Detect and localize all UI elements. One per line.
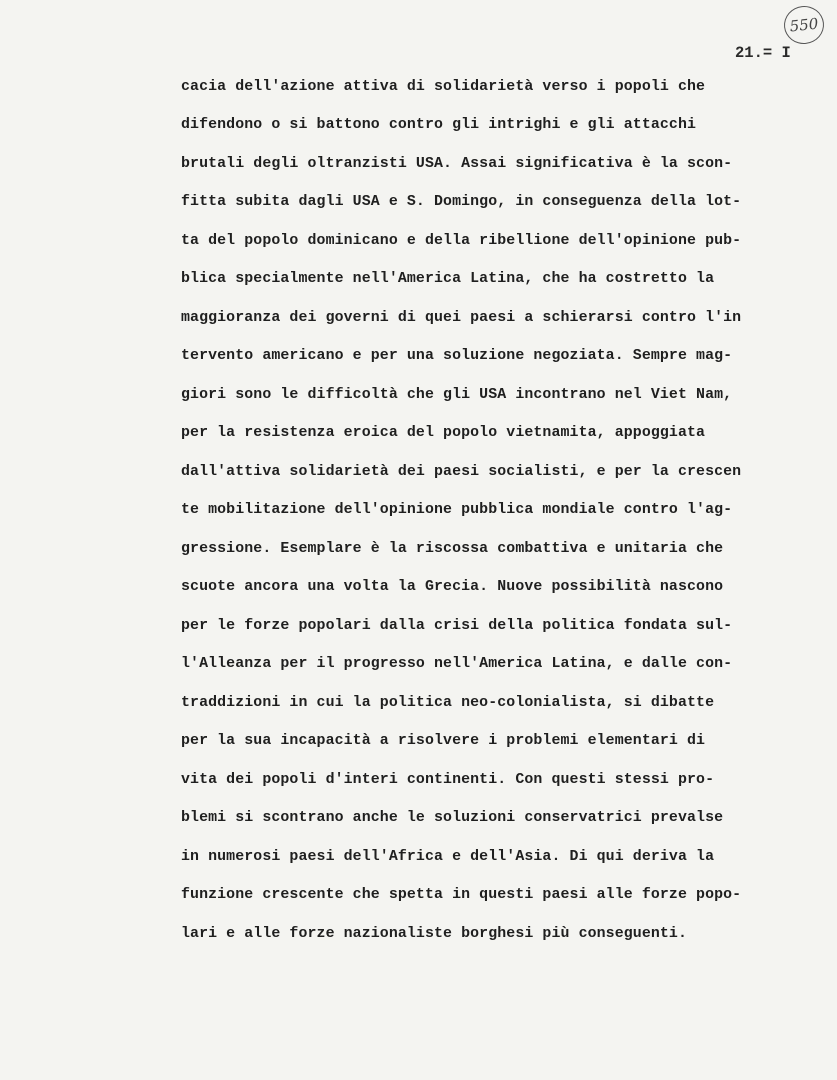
text-line: in numerosi paesi dell'Africa e dell'Asia. Di qui deriva la	[181, 849, 715, 865]
text-line: maggioranza dei governi di quei paesi a schierarsi contro l'in	[181, 310, 742, 326]
text-line: difendono o si battono contro gli intrighi e gli attacchi	[181, 117, 697, 133]
text-line: traddizioni in cui la politica neo-colonialista, si dibatte	[181, 695, 715, 711]
text-line: gressione. Esemplare è la riscossa combattiva e unitaria che	[181, 541, 724, 557]
text-line: blica specialmente nell'America Latina, che ha costretto la	[181, 271, 715, 287]
text-line: per la resistenza eroica del popolo vietnamita, appoggiata	[181, 425, 706, 441]
text-line: vita dei popoli d'interi continenti. Con questi stessi pro-	[181, 772, 715, 788]
text-line: brutali degli oltranzisti USA. Assai significativa è la scon-	[181, 156, 733, 172]
text-line: cacia dell'azione attiva di solidarietà verso i popoli che	[181, 79, 706, 95]
text-line: dall'attiva solidarietà dei paesi socialisti, e per la crescen	[181, 464, 742, 480]
text-line: fitta subita dagli USA e S. Domingo, in conseguenza della lot-	[181, 194, 742, 210]
text-line: per le forze popolari dalla crisi della politica fondata sul-	[181, 618, 733, 634]
text-line: blemi si scontrano anche le soluzioni conservatrici prevalse	[181, 810, 724, 826]
text-line: lari e alle forze nazionaliste borghesi più conseguenti.	[181, 926, 688, 942]
text-line: l'Alleanza per il progresso nell'America Latina, e dalle con-	[181, 656, 733, 672]
text-line: per la sua incapacità a risolvere i problemi elementari di	[181, 733, 706, 749]
page-number: 21.= I	[735, 44, 791, 62]
text-line: funzione crescente che spetta in questi paesi alle forze popo-	[181, 887, 742, 903]
text-line: te mobilitazione dell'opinione pubblica mondiale contro l'ag-	[181, 502, 733, 518]
text-line: scuote ancora una volta la Grecia. Nuove possibilità nascono	[181, 579, 724, 595]
archive-stamp: 550	[782, 4, 826, 46]
text-line: ta del popolo dominicano e della ribellione dell'opinione pub-	[181, 233, 742, 249]
text-line: tervento americano e per una soluzione negoziata. Sempre mag-	[181, 348, 733, 364]
text-line: giori sono le difficoltà che gli USA incontrano nel Viet Nam,	[181, 387, 733, 403]
